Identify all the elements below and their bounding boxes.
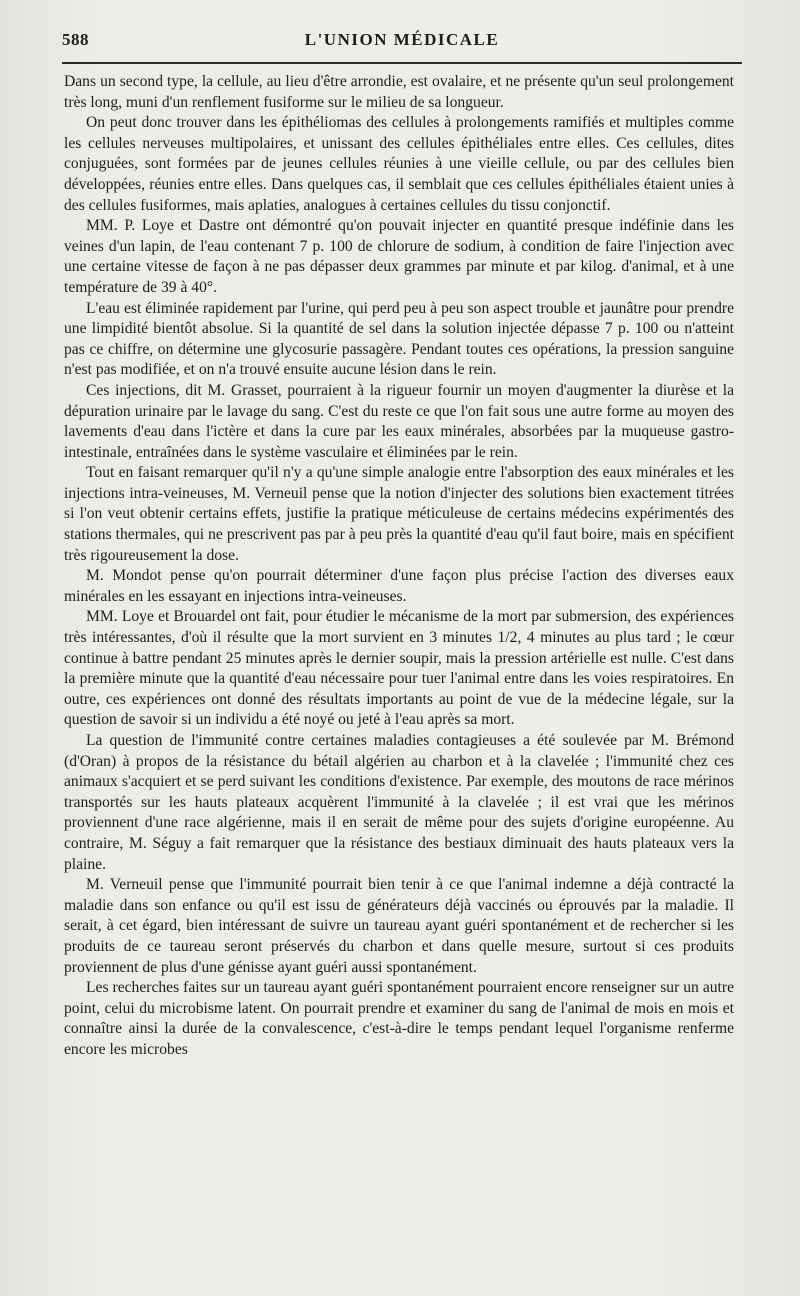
paragraph: La question de l'immunité contre certaines maladies contagieuses a été soulevée par M. Brémond (d'Oran) à propos de la résistance du bétail algérien au charbon et à la clavelée ; l'immunité chez ces animaux s'acquiert et se perd suivant les conditions d'existence. Par exemple, des moutons de race mérinos transportés sur les hauts plateaux acquèrent l'immunité à la clavelée ; il est vrai que les mérinos proviennent d'une race algérienne, mais il en serait de même pour des sujets d'origine européenne. Au contraire, M. Séguy a fait remarquer que la résistance des bestiaux diminuait des hauts plateaux vers la plaine. xyxy=(64,732,734,873)
header-rule xyxy=(62,62,742,64)
paragraph: Dans un second type, la cellule, au lieu d'être arrondie, est ovalaire, et ne présente qu'un seul prolongement très long, muni d'un renflement fusiforme sur le milieu de sa longueur. xyxy=(64,73,734,111)
page-number: 588 xyxy=(62,30,89,49)
article-body xyxy=(64,72,734,1061)
paragraph: MM. Loye et Brouardel ont fait, pour étudier le mécanisme de la mort par submersion, des expériences très intéressantes, d'où il résulte que la mort survient en 3 minutes 1/2, 4 minutes au plus tard ; le cœur continue à battre pendant 25 minutes après le dernier soupir, mais la pression artérielle est nulle. C'est dans la première minute que la quantité d'eau nécessaire pour tuer l'animal entre dans les voies respiratoires. En outre, ces expériences ont donné des résultats importants au point de vue de la médecine légale, sur la question de savoir si un individu a été noyé ou jeté à l'eau après sa mort. xyxy=(64,608,734,729)
paragraph: M. Mondot pense qu'on pourrait déterminer d'une façon plus précise l'action des diverses eaux minérales en les essayant en injections intra-veineuses. xyxy=(64,567,734,605)
running-title: L'UNION MÉDICALE xyxy=(304,30,500,49)
paragraph: L'eau est éliminée rapidement par l'urine, qui perd peu à peu son aspect trouble et jaunâtre pour prendre une limpidité bientôt absolue. Si la quantité de sel dans la solution injectée dépasse 7 p. 100 ou n'atteint pas ce chiffre, on détermine une glycosurie passagère. Pendant toutes ces opérations, la pression sanguine n'est pas modifiée, et on n'a trouvé ensuite aucune lésion dans le rein. xyxy=(64,299,734,379)
paragraph: On peut donc trouver dans les épithéliomas des cellules à prolongements ramifiés et multiples comme les cellules nerveuses multipolaires, et unissant des cellules épithéliales entre elles. Ces cellules, dites conjuguées, sont formées par de jeunes cellules réunies à une vieille cellule, ou par des cellules bien développées, réunies entre elles. Dans quelques cas, il semblait que ces cellules épithéliales étaient unies à des cellules fusiformes, mais aplaties, analogues à certaines cellules du tissu conjonctif. xyxy=(64,114,734,214)
paragraph: M. Verneuil pense que l'immunité pourrait bien tenir à ce que l'animal indemne a déjà contracté la maladie dans son enfance ou qu'il est issu de générateurs déjà vaccinés ou éprouvés par la maladie. Il serait, à cet égard, bien intéressant de suivre un taureau ayant guéri spontanément et de rechercher si les produits de ce taureau seront préservés du charbon et dans quelle mesure, surtout si ces produits proviennent de plus d'une génisse ayant guéri aussi spontanément. xyxy=(64,876,734,976)
paragraph: Les recherches faites sur un taureau ayant guéri spontanément pourraient encore renseigner sur un autre point, celui du microbisme latent. On pourrait prendre et examiner du sang de l'animal de mois en mois et connaître ainsi la durée de la convalescence, c'est-à-dire le temps pendant lequel l'organisme renferme encore les microbes xyxy=(64,979,734,1058)
paragraph: Tout en faisant remarquer qu'il n'y a qu'une simple analogie entre l'absorption des eaux minérales et les injections intra-veineuses, M. Verneuil pense que la notion d'injecter des solutions bien exactement titrées si l'on veut obtenir certains effets, justifie la pratique méticuleuse de certains médecins expérimentés des stations thermales, qui ne prescrivent pas par à peu près la quantité d'eau qu'il faut boire, mais en spécifient très rigoureusement la dose. xyxy=(64,464,734,564)
page-header xyxy=(62,26,742,66)
paragraph: Ces injections, dit M. Grasset, pourraient à la rigueur fournir un moyen d'augmenter la diurèse et la dépuration urinaire par le lavage du sang. C'est du reste ce que l'on fait sous une autre forme au moyen des lavements d'eau dans l'ictère et dans la cure par les eaux minérales, absorbées par la muqueuse gastro-intestinale, entraînées dans le système vasculaire et éliminées par le rein. xyxy=(64,381,734,461)
paragraph: MM. P. Loye et Dastre ont démontré qu'on pouvait injecter en quantité presque indéfinie dans les veines d'un lapin, de l'eau contenant 7 p. 100 de chlorure de sodium, à condition de faire l'injection avec une certaine vitesse de façon à ne pas dépasser deux grammes par minute et par kilog. d'animal, et à une température de 39 à 40°. xyxy=(64,217,734,296)
